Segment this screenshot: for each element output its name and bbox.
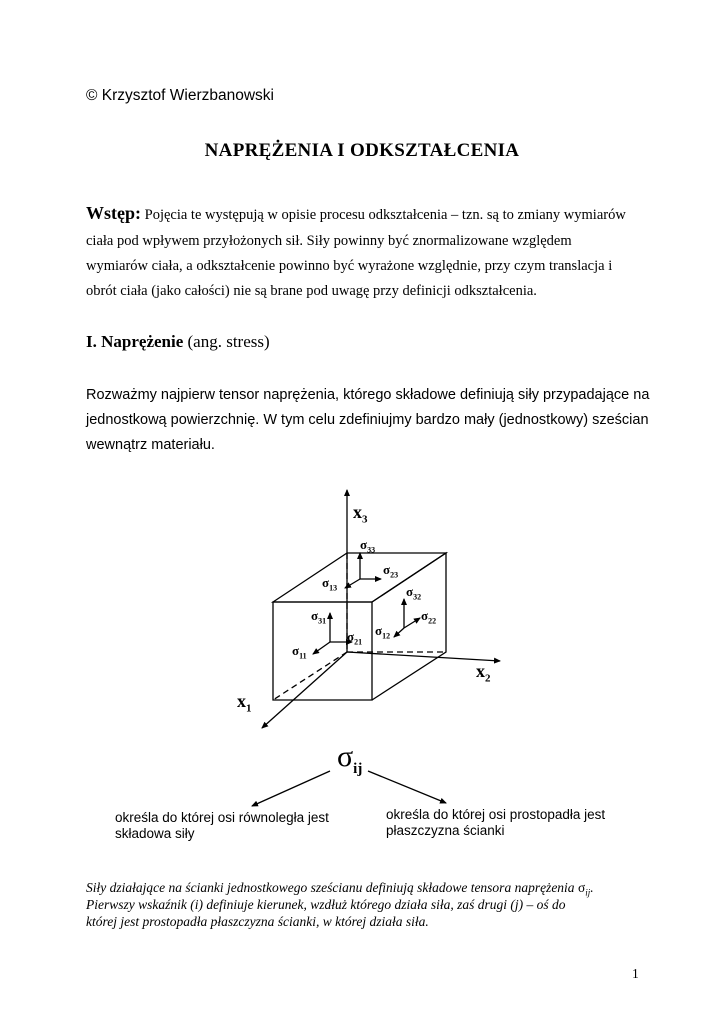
- sigma-13: $\sigma_{13}$: [322, 575, 338, 593]
- intro-line-3: wymiarów ciała, a odkształcenie powinno być wyrażone względnie, przy czym translacja i: [86, 258, 613, 274]
- caption-line-3: której jest prostopadła płaszczyzna ścianki, w której działa siła.: [86, 914, 429, 929]
- section-subtitle: (ang. stress): [187, 332, 270, 351]
- body-line-1: Rozważmy najpierw tensor naprężenia, którego składowe definiują siły przypadające na: [86, 387, 650, 403]
- sigma-21: $\sigma_{21}$: [347, 629, 363, 647]
- axis-x2: [347, 652, 500, 661]
- page-title: NAPRĘŻENIA I ODKSZTAŁCENIA: [204, 140, 520, 161]
- sigma-32: $\sigma_{32}$: [406, 584, 422, 602]
- intro-line-4: obrót ciała (jako całości) nie są brane pod uwagę przy definicji odkształcenia.: [86, 283, 537, 299]
- caption-line-2: Pierwszy wskaźnik (i) definiuje kierunek, wzdłuż którego działa siła, zaś drugi (j) – oś do: [86, 897, 566, 912]
- sigma-22: $\sigma_{22}$: [421, 608, 437, 626]
- label-x3: $x_3$: [353, 502, 368, 526]
- axis-x1: [262, 652, 347, 728]
- page-number: 1: [632, 966, 639, 981]
- intro-text-1: Pojęcia te występują w opisie procesu odkształcenia – tzn. są to zmiany wymiarów: [144, 207, 626, 223]
- section-number: I.: [86, 332, 97, 351]
- body-line-3: wewnątrz materiału.: [86, 437, 215, 453]
- caption-line-1: Siły działające na ścianki jednostkowego sześcianu definiują składowe tensora naprężenia $\sigma_{ij}$.: [86, 880, 594, 898]
- label-x2: $x_2$: [476, 661, 491, 685]
- body-line-2: jednostkową powierzchnię. W tym celu zdefiniujmy bardzo mały (jednostkowy) sześcian: [86, 412, 649, 428]
- annotation-left: określa do której osi równoległa jest składowa siły: [115, 810, 329, 841]
- section-title: Naprężenie: [101, 332, 184, 351]
- sigma-11: $\sigma_{11}$: [292, 643, 307, 661]
- copyright-notice: © Krzysztof Wierzbanowski: [86, 87, 274, 104]
- sigma-ij-label: $\sigma_{ij}$: [337, 740, 363, 777]
- annotation-right: określa do której osi prostopadła jest płaszczyzna ścianki: [386, 807, 606, 838]
- intro-line-2: ciała pod wpływem przyłożonych sił. Siły powinny być znormalizowane względem: [86, 233, 572, 249]
- label-x1: $x_1$: [237, 691, 252, 715]
- intro-heading: Wstęp:: [86, 203, 141, 223]
- sigma-12: $\sigma_{12}$: [375, 623, 391, 641]
- sigma-31: $\sigma_{31}$: [311, 608, 327, 626]
- sigma-23: $\sigma_{23}$: [383, 562, 399, 580]
- sigma-33: $\sigma_{33}$: [360, 537, 376, 555]
